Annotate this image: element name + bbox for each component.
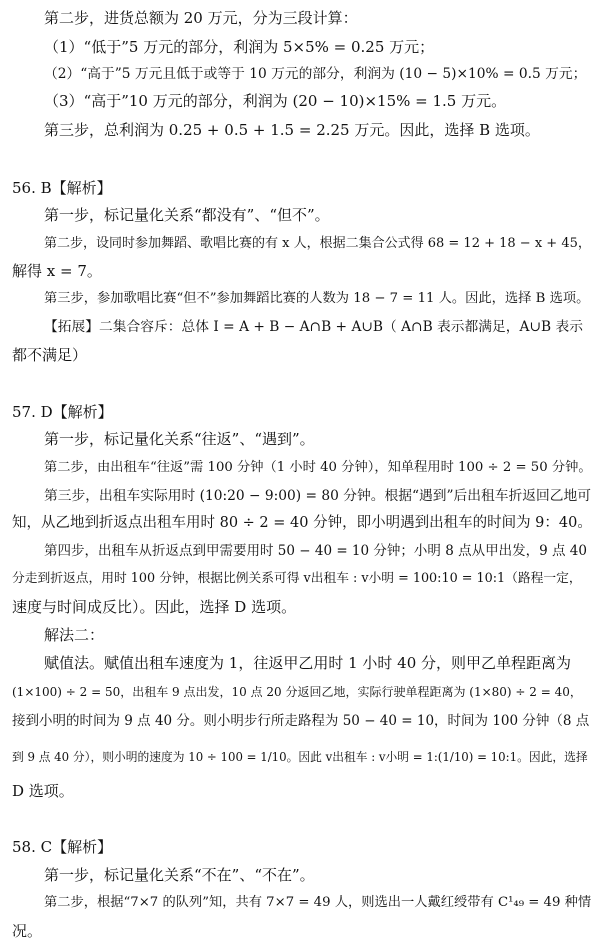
text-line: 况。	[12, 922, 43, 940]
text-line: 解得 x = 7。	[12, 262, 102, 280]
text-line: 第一步，标记量化关系“都没有”、“但不”。	[44, 206, 330, 224]
expansion-note: 【拓展】二集合容斥：总体 I = A + B − A∩B + A∪B（ A∩B 表示都满足，A∪B 表示	[44, 319, 583, 335]
text-line: 第三步，参加歌唱比赛“但不”参加舞蹈比赛的人数为 18 − 7 = 11 人。因此，选择 B 选项。	[44, 291, 590, 306]
text-line: 到 9 点 40 分），则小明的速度为 10 ÷ 100 = 1/10。因此 v出租车 : v小明 = 1:(1/10) = 10:1。因此，选择	[12, 750, 588, 764]
question-58-header: 58. C【解析】	[12, 838, 113, 856]
question-56-header: 56. B【解析】	[12, 179, 112, 197]
text-line: 解法二：	[44, 626, 105, 644]
text-line: 第一步，标记量化关系“往返”、“遇到”。	[44, 430, 315, 448]
text-line: 第三步，出租车实际用时 (10:20 − 9:00) = 80 分钟。根据“遇到”后出租车折返回乙地可	[44, 488, 592, 504]
text-line: 赋值法。赋值出租车速度为 1，往返甲乙用时 1 小时 40 分，则甲乙单程距离为	[44, 654, 572, 672]
text-line: 第二步，由出租车“往返”需 100 分钟（1 小时 40 分钟），知单程用时 100 ÷ 2 = 50 分钟。	[44, 460, 592, 475]
text-line: 第二步，设同时参加舞蹈、歌唱比赛的有 x 人，根据二集合公式得 68 = 12 + 18 − x + 45，	[44, 236, 591, 251]
text-line: 知，从乙地到折返点出租车用时 80 ÷ 2 = 40 分钟，即小明遇到出租车的时间为 9：40。	[12, 515, 592, 531]
text-line: 接到小明的时间为 9 点 40 分。则小明步行所走路程为 50 − 40 = 10，时间为 100 分钟（8 点	[12, 713, 590, 729]
text-line: （3）“高于”10 万元的部分，利润为 (20 − 10)×15% = 1.5 万元。	[44, 92, 507, 110]
text-line: 第四步，出租车从折返点到甲需要用时 50 − 40 = 10 分钟；小明 8 点从甲出发，9 点 40	[44, 543, 587, 559]
text-line: 都不满足）	[12, 346, 88, 364]
text-line: 第一步，标记量化关系“不在”、“不在”。	[44, 866, 315, 884]
text-line: 第二步，进货总额为 20 万元，分为三段计算：	[44, 9, 358, 27]
text-line: 速度与时间成反比）。因此，选择 D 选项。	[12, 598, 297, 616]
text-line: D 选项。	[12, 782, 74, 800]
text-line: 分走到折返点，用时 100 分钟，根据比例关系可得 v出租车 : v小明 = 100:10 = 10:1（路程一定，	[12, 571, 582, 586]
text-line: （1）“低于”5 万元的部分，利润为 5×5% = 0.25 万元；	[44, 38, 435, 56]
text-line: 第三步，总利润为 0.25 + 0.5 + 1.5 = 2.25 万元。因此，选择 B 选项。	[44, 121, 540, 139]
text-line: （2）“高于”5 万元且低于或等于 10 万元的部分，利润为 (10 − 5)×10% = 0.5 万元；	[44, 66, 587, 82]
question-57-header: 57. D【解析】	[12, 403, 113, 421]
text-line: 第二步，根据“7×7 的队列”知，共有 7×7 = 49 人，则选出一人戴红绶带有 C¹₄₉ = 49 种情	[44, 895, 592, 910]
text-line: (1×100) ÷ 2 = 50，出租车 9 点出发，10 点 20 分返回乙地，实际行驶单程距离为 (1×80) ÷ 2 = 40，	[12, 685, 582, 699]
